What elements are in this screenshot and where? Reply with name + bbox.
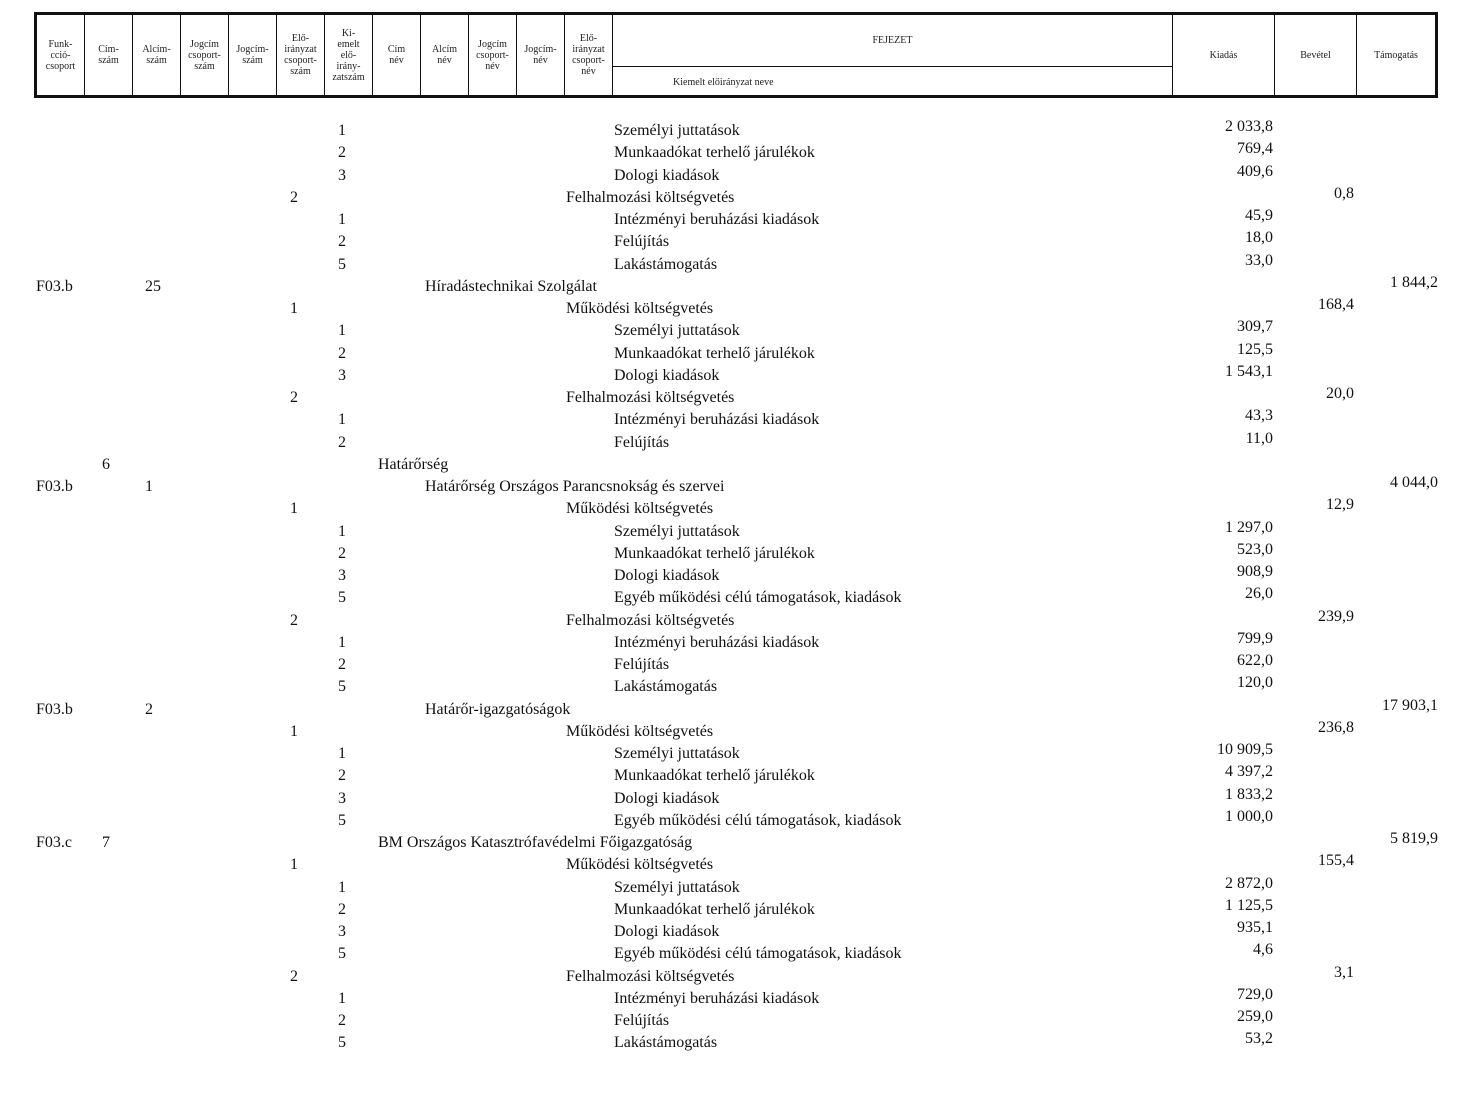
kiemelt-number: 3 <box>338 923 346 940</box>
kiemelt-name: Felújítás <box>614 656 670 673</box>
kiemelt-number: 1 <box>338 411 346 429</box>
table-row <box>0 807 1460 832</box>
kiadas-value: 1 833,2 <box>1225 785 1273 803</box>
kiemelt-number: 1 <box>338 633 346 651</box>
kiemelt-name: Személyi juttatások <box>614 878 740 896</box>
kiemelt-name: Munkaadókat terhelő járulékok <box>614 767 815 785</box>
kiemelt-name: Munkaadókat terhelő járulékok <box>614 144 815 162</box>
header-kiemelt: Ki- emelt elő- irány- zatszám <box>325 15 373 95</box>
eloiranyzat-csoport-number: 1 <box>290 722 298 740</box>
kiemelt-number: 3 <box>338 166 346 184</box>
kiemelt-number: 1 <box>338 878 346 896</box>
kiemelt-name: Munkaadókat terhelő járulékok <box>614 344 815 362</box>
eloiranyzat-csoport-name: Működési költségvetés <box>566 856 714 874</box>
table-row <box>0 184 1460 209</box>
eloiranyzat-csoport-number: 2 <box>290 611 298 629</box>
header-fejezet: FEJEZET <box>613 15 1173 67</box>
kiemelt-number: 2 <box>338 544 346 562</box>
kiadas-value: 33,0 <box>1245 251 1273 269</box>
eloiranyzat-csoport-number: 2 <box>290 188 298 206</box>
kiemelt-name: Lakástámogatás <box>614 255 718 273</box>
table-row <box>0 1032 1460 1054</box>
kiemelt-name: Intézményi beruházási kiadások <box>614 211 820 228</box>
bevetel-value: 236,8 <box>1318 718 1354 736</box>
table-row <box>0 676 1460 698</box>
kiemelt-name: Lakástámogatás <box>614 678 718 696</box>
eloiranyzat-csoport-name: Működési költségvetés <box>566 500 714 518</box>
kiemelt-number: 3 <box>338 789 346 807</box>
eloiranyzat-csoport-name: Működési költségvetés <box>566 300 714 317</box>
kiemelt-name: Felújítás <box>614 233 670 251</box>
funkcio-code: F03.b <box>36 277 73 295</box>
kiemelt-number: 2 <box>338 900 346 918</box>
header-alcimnev: Alcím név <box>421 15 469 95</box>
kiemelt-name: Lakástámogatás <box>614 1034 718 1052</box>
kiadas-value: 2 872,0 <box>1225 874 1273 892</box>
kiemelt-number: 5 <box>338 945 346 963</box>
tamogatas-value: 5 819,9 <box>1390 830 1438 847</box>
kiemelt-number: 1 <box>338 211 346 228</box>
tamogatas-value: 17 903,1 <box>1382 696 1438 714</box>
kiadas-value: 1 125,5 <box>1225 896 1273 914</box>
kiemelt-name: Egyéb működési célú támogatások, kiadások <box>614 589 902 607</box>
kiemelt-name: Felújítás <box>614 1012 670 1029</box>
table-header <box>34 12 1438 98</box>
table-row <box>0 209 1460 231</box>
bevetel-value: 239,9 <box>1318 607 1354 625</box>
kiadas-value: 120,0 <box>1237 674 1273 692</box>
kiadas-value: 799,9 <box>1237 629 1273 647</box>
eloiranyzat-csoport-name: Felhalmozási költségvetés <box>566 389 735 406</box>
kiemelt-name: Személyi juttatások <box>614 745 740 762</box>
header-bevetel: Bevétel <box>1275 15 1357 95</box>
header-funkcio: Funk- cció- csoport <box>37 15 85 95</box>
kiadas-value: 53,2 <box>1245 1030 1273 1048</box>
kiemelt-name: Személyi juttatások <box>614 322 740 340</box>
kiemelt-number: 2 <box>338 144 346 162</box>
table-row <box>0 251 1460 276</box>
kiemelt-name: Intézményi beruházási kiadások <box>614 411 820 429</box>
tamogatas-value: 1 844,2 <box>1390 273 1438 291</box>
table-row <box>0 409 1460 431</box>
eloiranyzat-csoport-number: 1 <box>290 500 298 518</box>
kiemelt-number: 5 <box>338 811 346 829</box>
kiemelt-number: 3 <box>338 567 346 584</box>
header-jogcimnev: Jogcím- név <box>517 15 565 95</box>
header-jogcimcsoport: Jogcím csoport- szám <box>181 15 229 95</box>
kiadas-value: 43,3 <box>1245 407 1273 425</box>
kiemelt-number: 5 <box>338 589 346 607</box>
table-row <box>0 832 1460 854</box>
table-row <box>0 362 1460 387</box>
kiadas-value: 523,0 <box>1237 540 1273 558</box>
table-row <box>0 273 1460 298</box>
table-row <box>0 921 1460 943</box>
kiemelt-number: 1 <box>338 322 346 340</box>
alcim-number: 25 <box>145 277 161 295</box>
kiadas-value: 729,0 <box>1237 985 1273 1003</box>
cim-name: Határőrség <box>378 455 449 473</box>
eloiranyzat-csoport-name: Működési költségvetés <box>566 722 714 740</box>
table-row <box>0 476 1460 498</box>
eloiranyzat-csoport-name: Felhalmozási költségvetés <box>566 967 735 985</box>
table-row <box>0 587 1460 609</box>
table-row <box>0 162 1460 187</box>
kiadas-value: 409,6 <box>1237 162 1273 180</box>
table-row <box>0 454 1460 476</box>
table-row <box>0 565 1460 587</box>
alcim-number: 2 <box>145 700 153 718</box>
tamogatas-value: 4 044,0 <box>1390 474 1438 491</box>
kiemelt-number: 2 <box>338 344 346 362</box>
kiemelt-name: Dologi kiadások <box>614 789 720 807</box>
kiadas-value: 45,9 <box>1245 207 1273 224</box>
kiadas-value: 2 033,8 <box>1225 118 1273 135</box>
kiemelt-number: 2 <box>338 233 346 251</box>
header-cimnev: Cím név <box>373 15 421 95</box>
eloiranyzat-csoport-number: 2 <box>290 967 298 985</box>
kiemelt-number: 3 <box>338 366 346 384</box>
eloiranyzat-csoport-name: Felhalmozási költségvetés <box>566 188 735 206</box>
kiadas-value: 1 000,0 <box>1225 807 1273 825</box>
kiemelt-number: 2 <box>338 767 346 785</box>
table-row <box>0 696 1460 721</box>
kiadas-value: 26,0 <box>1245 585 1273 603</box>
kiemelt-name: Felújítás <box>614 433 670 451</box>
header-eloiranyzatcsoport: Elő- irányzat csoport- szám <box>277 15 325 95</box>
bevetel-value: 3,1 <box>1334 963 1354 981</box>
alcim-name: Határőr-igazgatóságok <box>425 700 571 718</box>
table-row <box>0 943 1460 965</box>
kiadas-value: 622,0 <box>1237 652 1273 669</box>
kiadas-value: 18,0 <box>1245 229 1273 247</box>
kiemelt-name: Munkaadókat terhelő járulékok <box>614 544 815 562</box>
kiadas-value: 259,0 <box>1237 1008 1273 1025</box>
kiemelt-number: 1 <box>338 522 346 540</box>
kiadas-value: 125,5 <box>1237 340 1273 358</box>
header-alcim: Alcím- szám <box>133 15 181 95</box>
cim-number: 7 <box>102 834 110 851</box>
header-kiadas: Kiadás <box>1173 15 1275 95</box>
kiemelt-name: Dologi kiadások <box>614 166 720 184</box>
bevetel-value: 155,4 <box>1318 852 1354 870</box>
kiadas-value: 935,1 <box>1237 919 1273 936</box>
header-tamogatas: Támogatás <box>1374 49 1418 61</box>
alcim-name: Határőrség Országos Parancsnokság és szervei <box>425 478 725 495</box>
bevetel-value: 168,4 <box>1318 296 1354 313</box>
eloiranyzat-csoport-number: 2 <box>290 389 298 406</box>
cim-name: BM Országos Katasztrófavédelmi Főigazgatóság <box>378 834 693 851</box>
kiadas-value: 1 543,1 <box>1225 362 1273 380</box>
funkcio-code: F03.c <box>36 834 72 851</box>
kiemelt-number: 5 <box>338 1034 346 1052</box>
kiemelt-number: 1 <box>338 745 346 762</box>
kiemelt-number: 1 <box>338 122 346 139</box>
bevetel-value: 12,9 <box>1326 496 1354 514</box>
table-row <box>0 387 1460 409</box>
funkcio-code: F03.b <box>36 478 73 495</box>
header-eloiranyzatcsoportnev: Elő- irányzat csoport- név <box>565 15 613 95</box>
kiadas-value: 4,6 <box>1253 941 1273 959</box>
header-cim: Cím- szám <box>85 15 133 95</box>
kiemelt-name: Munkaadókat terhelő járulékok <box>614 900 815 918</box>
table-row <box>0 429 1460 454</box>
kiemelt-number: 5 <box>338 678 346 696</box>
header-jogcim: Jogcím- szám <box>229 15 277 95</box>
kiadas-value: 309,7 <box>1237 318 1273 336</box>
kiemelt-number: 2 <box>338 433 346 451</box>
kiemelt-number: 1 <box>338 989 346 1007</box>
eloiranyzat-csoport-number: 1 <box>290 300 298 317</box>
kiemelt-number: 2 <box>338 656 346 673</box>
funkcio-code: F03.b <box>36 700 73 718</box>
kiemelt-number: 5 <box>338 255 346 273</box>
kiemelt-name: Dologi kiadások <box>614 366 720 384</box>
kiemelt-name: Dologi kiadások <box>614 923 720 940</box>
kiemelt-name: Dologi kiadások <box>614 567 720 584</box>
bevetel-value: 0,8 <box>1334 184 1354 202</box>
table-row <box>0 1010 1460 1032</box>
kiadas-value: 10 909,5 <box>1217 741 1273 758</box>
eloiranyzat-csoport-name: Felhalmozási költségvetés <box>566 611 735 629</box>
kiemelt-name: Egyéb működési célú támogatások, kiadások <box>614 945 902 963</box>
alcim-number: 1 <box>145 478 153 495</box>
alcim-name: Híradástechnikai Szolgálat <box>425 277 597 295</box>
kiadas-value: 908,9 <box>1237 563 1273 580</box>
header-jogcimcsoportnev: Jogcím csoport- név <box>469 15 517 95</box>
kiemelt-name: Intézményi beruházási kiadások <box>614 633 820 651</box>
kiemelt-name: Intézményi beruházási kiadások <box>614 989 820 1007</box>
kiadas-value: 11,0 <box>1245 429 1273 447</box>
kiemelt-name: Személyi juttatások <box>614 122 740 139</box>
eloiranyzat-csoport-number: 1 <box>290 856 298 874</box>
kiadas-value: 1 297,0 <box>1225 518 1273 536</box>
kiemelt-name: Személyi juttatások <box>614 522 740 540</box>
kiadas-value: 769,4 <box>1237 140 1273 158</box>
kiemelt-name: Egyéb működési célú támogatások, kiadások <box>614 811 902 829</box>
cim-number: 6 <box>102 455 110 473</box>
bevetel-value: 20,0 <box>1326 385 1354 402</box>
kiadas-value: 4 397,2 <box>1225 763 1273 781</box>
kiemelt-number: 2 <box>338 1012 346 1029</box>
header-kiemelt-nev: Kiemelt előirányzat neve <box>613 67 1173 95</box>
table-row <box>0 231 1460 253</box>
